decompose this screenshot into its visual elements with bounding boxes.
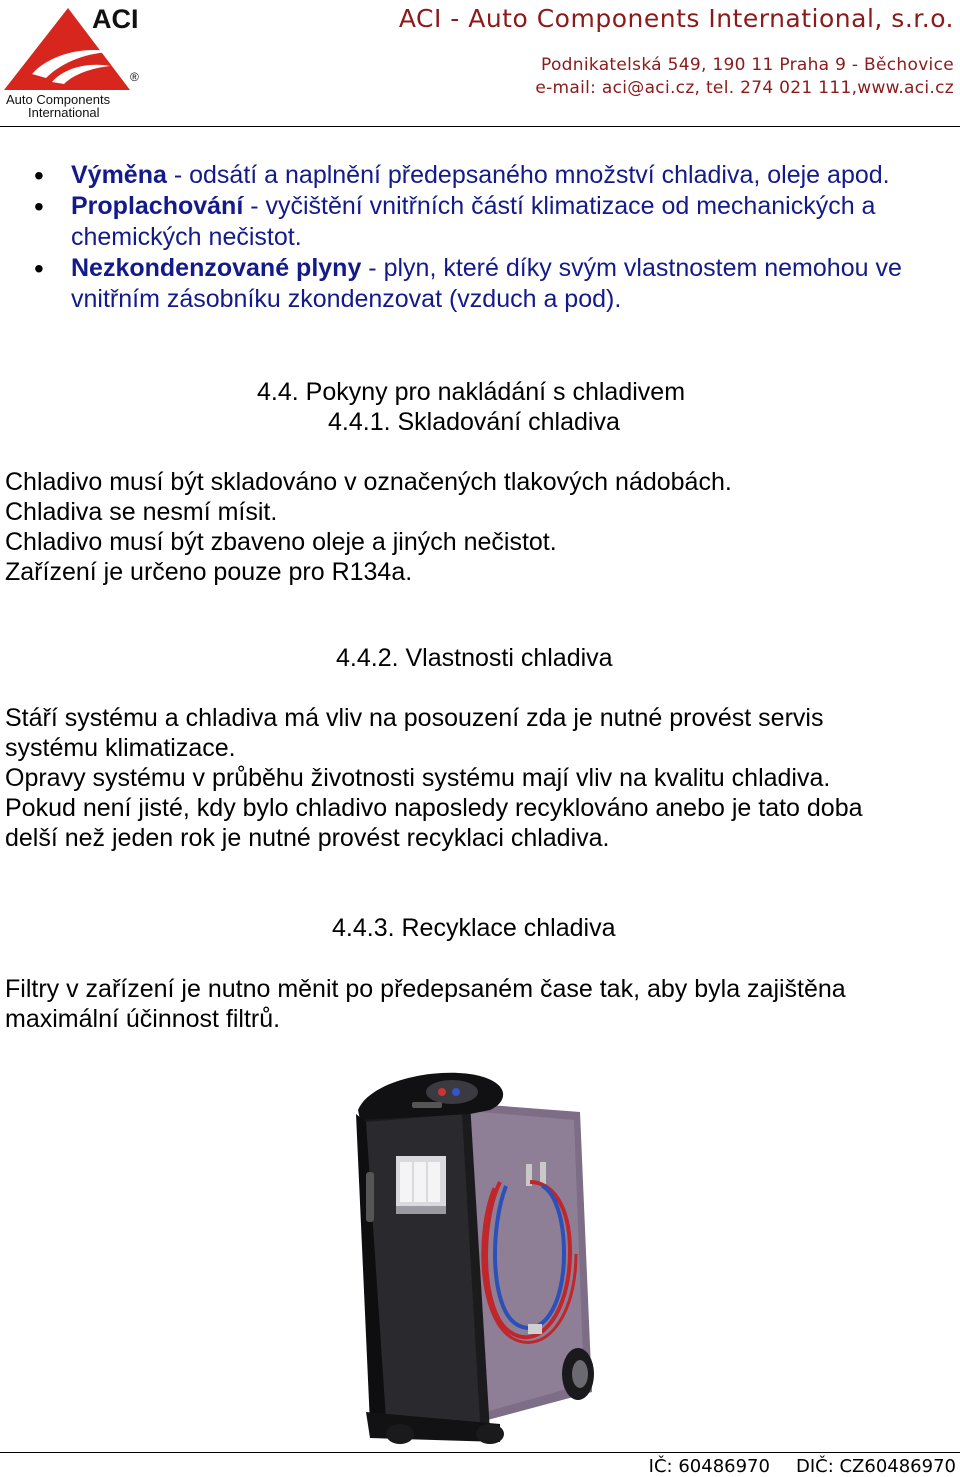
properties-paragraph — [5, 703, 955, 853]
list-item-term: Proplachování — [71, 192, 244, 220]
text-line: delší než jeden rok je nutné provést recyklaci chladiva. — [5, 824, 610, 852]
text-line: Filtry v zařízení je nutno měnit po předepsaném čase tak, aby byla zajištěna — [5, 975, 846, 1003]
aci-logo — [2, 2, 152, 120]
company-id: IČ: 60486970 — [648, 1456, 770, 1477]
text-line: Zařízení je určeno pouze pro R134a. — [5, 558, 413, 586]
section-heading-4-4-1: 4.4.1. Skladování chladiva — [328, 408, 620, 436]
storage-paragraph — [5, 467, 955, 587]
company-address: Podnikatelská 549, 190 11 Praha 9 - Běchovice — [541, 55, 954, 75]
header-divider — [0, 126, 960, 127]
list-item-term: Výměna — [71, 161, 167, 189]
company-name: ACI - Auto Components International, s.r.o. — [398, 4, 954, 33]
list-item-text: - plyn, které díky svým vlastnostem nemohou ve vnitřním zásobníku zkondenzovat (vzduch a pod). — [71, 254, 902, 313]
text-line: Pokud není jisté, kdy bylo chladivo naposledy recyklováno anebo je tato doba — [5, 794, 863, 822]
page-footer — [649, 1456, 956, 1477]
company-contact: e-mail: aci@aci.cz, tel. 274 021 111,www.aci.cz — [535, 78, 954, 98]
section-heading-4-4-3: 4.4.3. Recyklace chladiva — [332, 914, 616, 942]
logo-subtitle-2: International — [28, 105, 100, 120]
list-item-text: - odsátí a naplnění předepsaného množství chladiva, oleje apod. — [166, 161, 890, 189]
list-item — [30, 160, 950, 191]
section-heading-4-4-2: 4.4.2. Vlastnosti chladiva — [336, 644, 613, 672]
footer-divider — [0, 1452, 960, 1453]
text-line: Opravy systému v průběhu životnosti systému mají vliv na kvalitu chladiva. — [5, 764, 831, 792]
recycling-paragraph — [5, 974, 955, 1034]
vat-id: DIČ: CZ60486970 — [795, 1456, 956, 1477]
list-item-text: - vyčištění vnitřních částí klimatizace od mechanických a chemických nečistot. — [71, 192, 876, 251]
definition-list — [30, 160, 950, 315]
list-item — [30, 253, 950, 315]
list-item-term: Nezkondenzované plyny — [71, 254, 362, 282]
logo-subtitle-1: Auto Components — [6, 92, 111, 107]
text-line: Chladiva se nesmí mísit. — [5, 498, 278, 526]
list-item — [30, 191, 950, 253]
text-line: maximální účinnost filtrů. — [5, 1005, 281, 1033]
section-heading-4-4: 4.4. Pokyny pro nakládání s chladivem — [257, 378, 686, 406]
registered-mark: ® — [130, 70, 139, 84]
text-line: systému klimatizace. — [5, 734, 236, 762]
text-line: Stáří systému a chladiva má vliv na posouzení zda je nutné provést servis — [5, 704, 824, 732]
logo-wordmark: ACI — [92, 4, 139, 34]
ac-service-station-illustration — [330, 1062, 630, 1452]
text-line: Chladivo musí být zbaveno oleje a jiných nečistot. — [5, 528, 557, 556]
page-header — [0, 0, 960, 128]
text-line: Chladivo musí být skladováno v označených tlakových nádobách. — [5, 468, 732, 496]
